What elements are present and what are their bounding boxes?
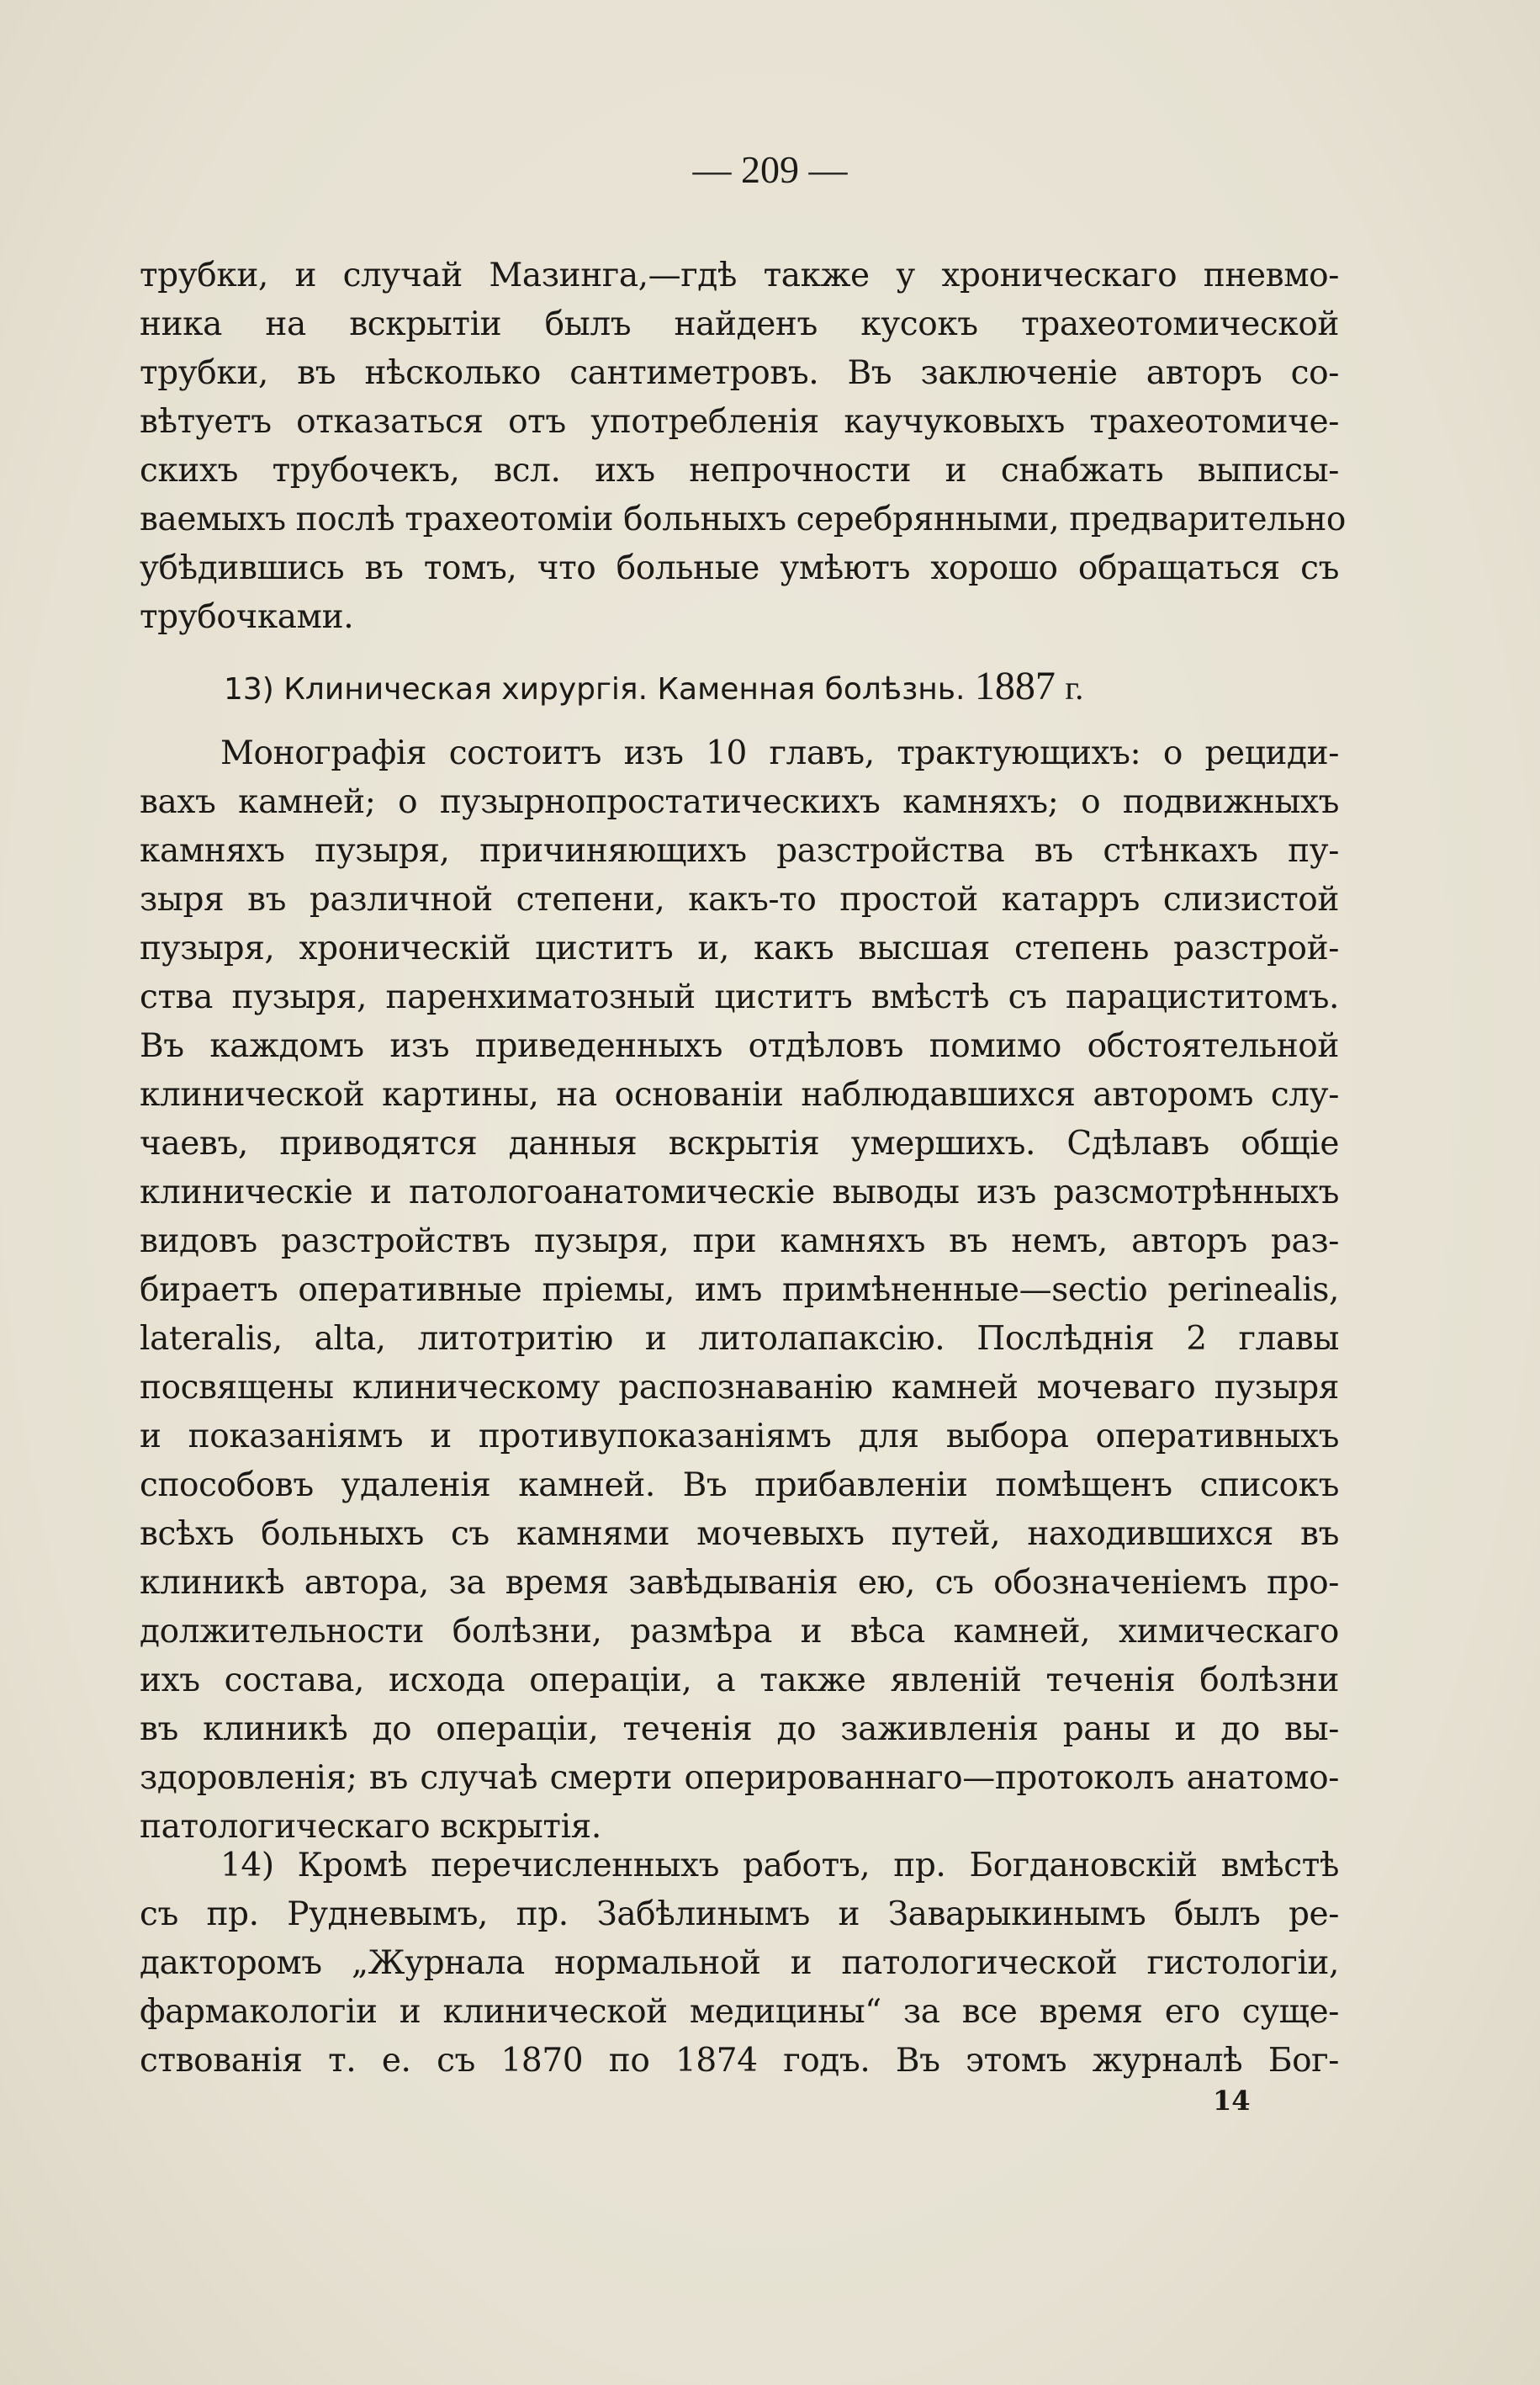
- text-line: чаевъ, приводятся данныя вскрытія умершихъ. Сдѣлавъ общіе: [140, 1125, 1339, 1163]
- text-line: клиническіе и патологоанатомическіе выводы изъ разсмотрѣнныхъ: [140, 1174, 1339, 1211]
- text-line: съ пр. Рудневымъ, пр. Забѣлинымъ и Заварыкинымъ былъ ре-: [140, 1895, 1339, 1933]
- text-line: Монографія состоитъ изъ 10 главъ, трактующихъ: о рециди-: [220, 734, 1339, 772]
- section-heading-13: [224, 663, 1083, 709]
- text-line: трубки, и случай Мазинга,—гдѣ также у хроническаго пневмо-: [140, 257, 1339, 294]
- text-line: всѣхъ больныхъ съ камнями мочевыхъ путей, находившихся въ: [140, 1515, 1339, 1553]
- text-line: ствованія т. е. съ 1870 по 1874 годъ. Въ этомъ журналѣ Бог-: [140, 2042, 1339, 2080]
- heading-year: 1887: [974, 664, 1056, 708]
- text-line: фармакологіи и клинической медицины“ за все время его суще-: [140, 1993, 1339, 2031]
- text-line: пузыря, хроническій циститъ и, какъ высшая степень разстрой-: [140, 930, 1339, 967]
- text-line: посвящены клиническому распознаванію камней мочеваго пузыря: [140, 1369, 1339, 1407]
- text-line: убѣдившись въ томъ, что больные умѣютъ хорошо обращаться съ: [140, 549, 1339, 587]
- text-line: lateralis, alta, литотритію и литолапаксію. Послѣднія 2 главы: [140, 1320, 1339, 1358]
- text-line: клинической картины, на основаніи наблюдавшихся авторомъ слу-: [140, 1076, 1339, 1114]
- text-line: ства пузыря, паренхиматозный циститъ вмѣстѣ съ парациститомъ.: [140, 978, 1339, 1016]
- text-line: 14) Кромѣ перечисленныхъ работъ, пр. Богдановскій вмѣстѣ: [220, 1847, 1339, 1884]
- text-line: вѣтуетъ отказаться отъ употребленія каучуковыхъ трахеотомиче-: [140, 403, 1339, 441]
- text-line: зыря въ различной степени, какъ-то простой катарръ слизистой: [140, 881, 1339, 919]
- text-line: трубки, въ нѣсколько сантиметровъ. Въ заключеніе авторъ со-: [140, 354, 1339, 392]
- text-line: въ клиникѣ до операціи, теченія до заживленія раны и до вы-: [140, 1710, 1339, 1748]
- text-line: трубочками.: [140, 598, 354, 636]
- text-line: клиникѣ автора, за время завѣдыванія ею, съ обозначеніемъ про-: [140, 1564, 1339, 1602]
- text-line: скихъ трубочекъ, всл. ихъ непрочности и снабжать выписы-: [140, 452, 1339, 490]
- heading-suffix: г.: [1065, 669, 1084, 707]
- signature-mark: 14: [1213, 2085, 1251, 2117]
- text-line: патологическаго вскрытія.: [140, 1808, 601, 1846]
- text-line: ника на вскрытіи былъ найденъ кусокъ трахеотомической: [140, 305, 1339, 343]
- heading-text: 13) Клиническая хирургія. Каменная болѣзнь.: [224, 672, 966, 707]
- text-line: камняхъ пузыря, причиняющихъ разстройства въ стѣнкахъ пу-: [140, 832, 1339, 870]
- text-line: бираетъ оперативные пріемы, имъ примѣненные—sectio perinealis,: [140, 1271, 1339, 1309]
- text-line: и показаніямъ и противупоказаніямъ для выбора оперативныхъ: [140, 1418, 1339, 1455]
- text-line: ихъ состава, исхода операціи, а также явленій теченія болѣзни: [140, 1662, 1339, 1699]
- text-line: вахъ камней; о пузырнопростатическихъ камняхъ; о подвижныхъ: [140, 783, 1339, 821]
- text-line: должительности болѣзни, размѣра и вѣса камней, химическаго: [140, 1613, 1339, 1651]
- text-line: здоровленія; въ случаѣ смерти оперированнаго—протоколъ анатомо-: [140, 1759, 1339, 1797]
- text-line: Въ каждомъ изъ приведенныхъ отдѣловъ помимо обстоятельной: [140, 1027, 1339, 1065]
- page-number: — 209 —: [692, 148, 848, 191]
- text-line: дакторомъ „Журнала нормальной и патологической гистологіи,: [140, 1944, 1339, 1982]
- text-line: ваемыхъ послѣ трахеотоміи больныхъ серебрянными, предварительно: [140, 501, 1347, 538]
- text-line: видовъ разстройствъ пузыря, при камняхъ въ немъ, авторъ раз-: [140, 1222, 1339, 1260]
- text-line: способовъ удаленія камней. Въ прибавленіи помѣщенъ списокъ: [140, 1466, 1339, 1504]
